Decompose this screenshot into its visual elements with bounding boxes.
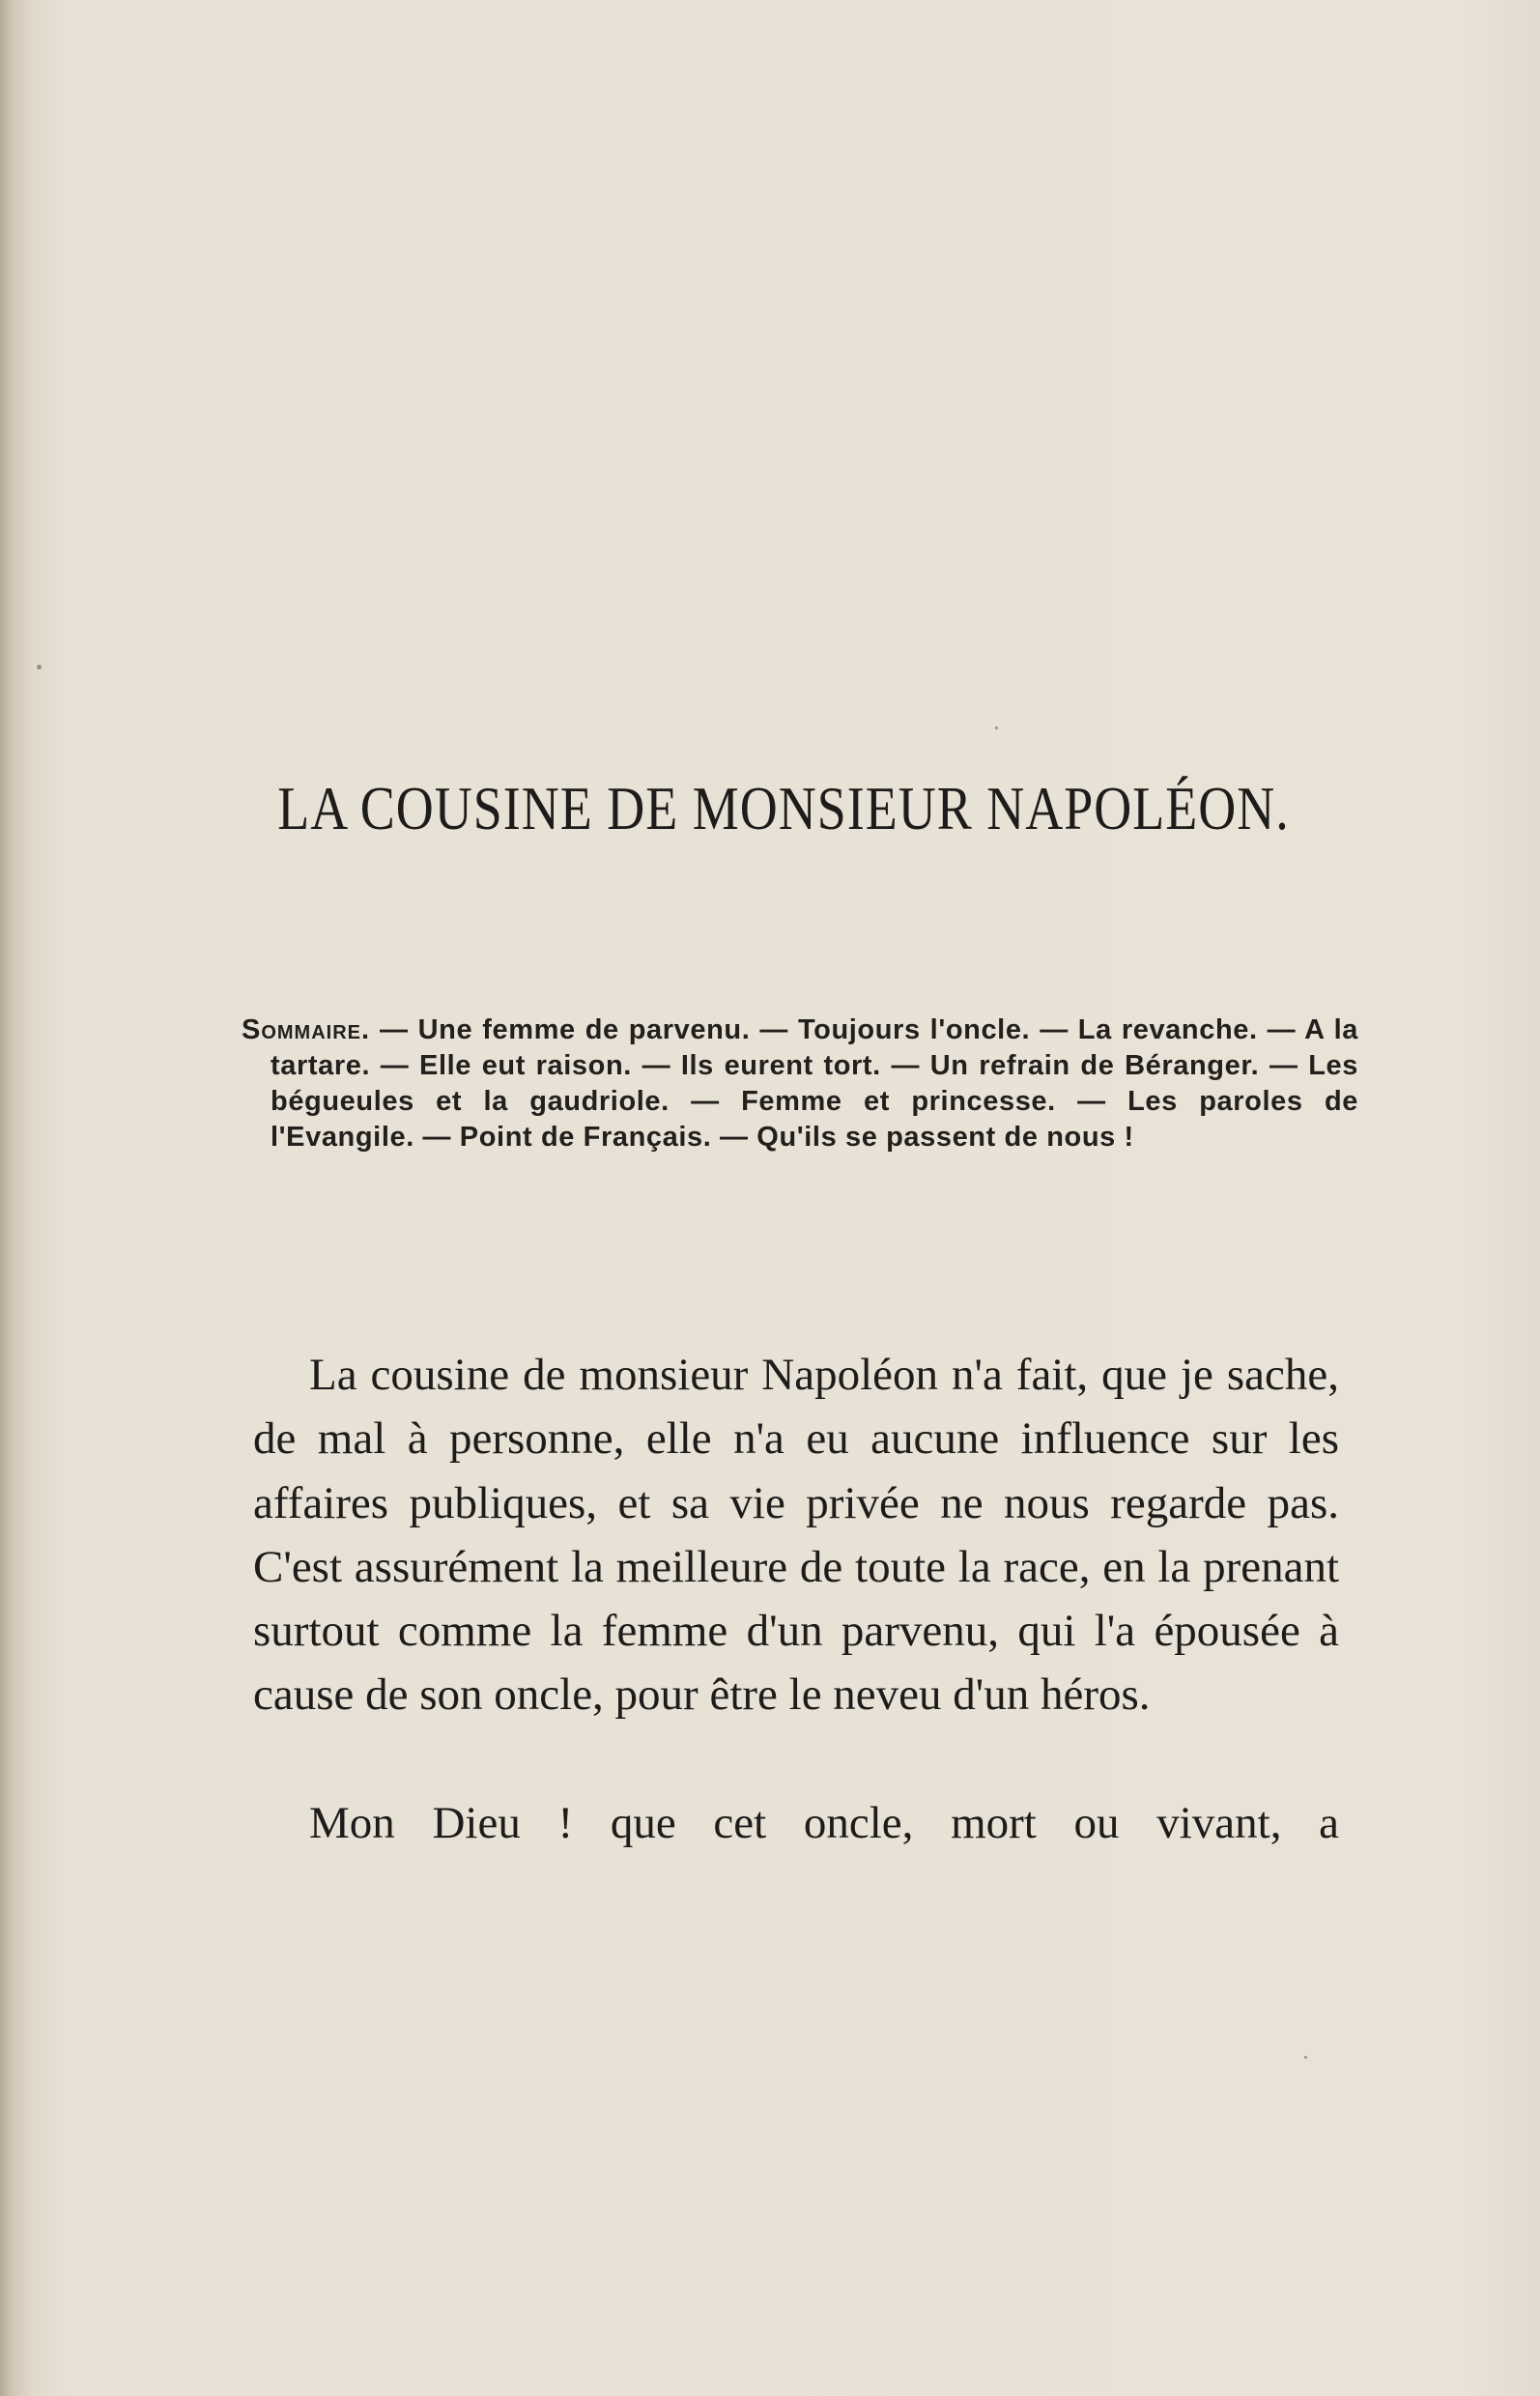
body-text xyxy=(253,1343,1339,1855)
paper-speck xyxy=(37,665,42,670)
paragraph: Mon Dieu ! que cet oncle, mort ou vivant, a xyxy=(309,1797,1339,1848)
chapter-title: LA COUSINE DE MONSIEUR NAPOLÉON. xyxy=(277,774,1290,842)
summary-text: — Une femme de parvenu. — Toujours l'oncle. — La revanche. — A la tartare. — Elle eut raison. — Ils eurent tort. — Un refrain de Béranger. — Les bégueules et la gaudriole. — Femme et princesse. — Les paroles de l'Evangile. — Point de Français. — Qu'ils se passent de nous ! xyxy=(271,1014,1358,1153)
paper-speck xyxy=(1304,2056,1307,2059)
summary-label: Sommaire. xyxy=(242,1014,371,1045)
paragraph: La cousine de monsieur Napoléon n'a fait, que je sache, de mal à personne, elle n'a eu aucune influence sur les affaires publiques, et sa vie privée ne nous regarde pas. C'est assurément la meilleure de toute la race, en la prenant surtout comme la femme d'un parvenu, qui l'a épousée à cause de son oncle, pour être le neveu d'un héros. xyxy=(253,1350,1339,1721)
paper-speck xyxy=(995,727,998,729)
chapter-summary xyxy=(242,1013,1358,1155)
